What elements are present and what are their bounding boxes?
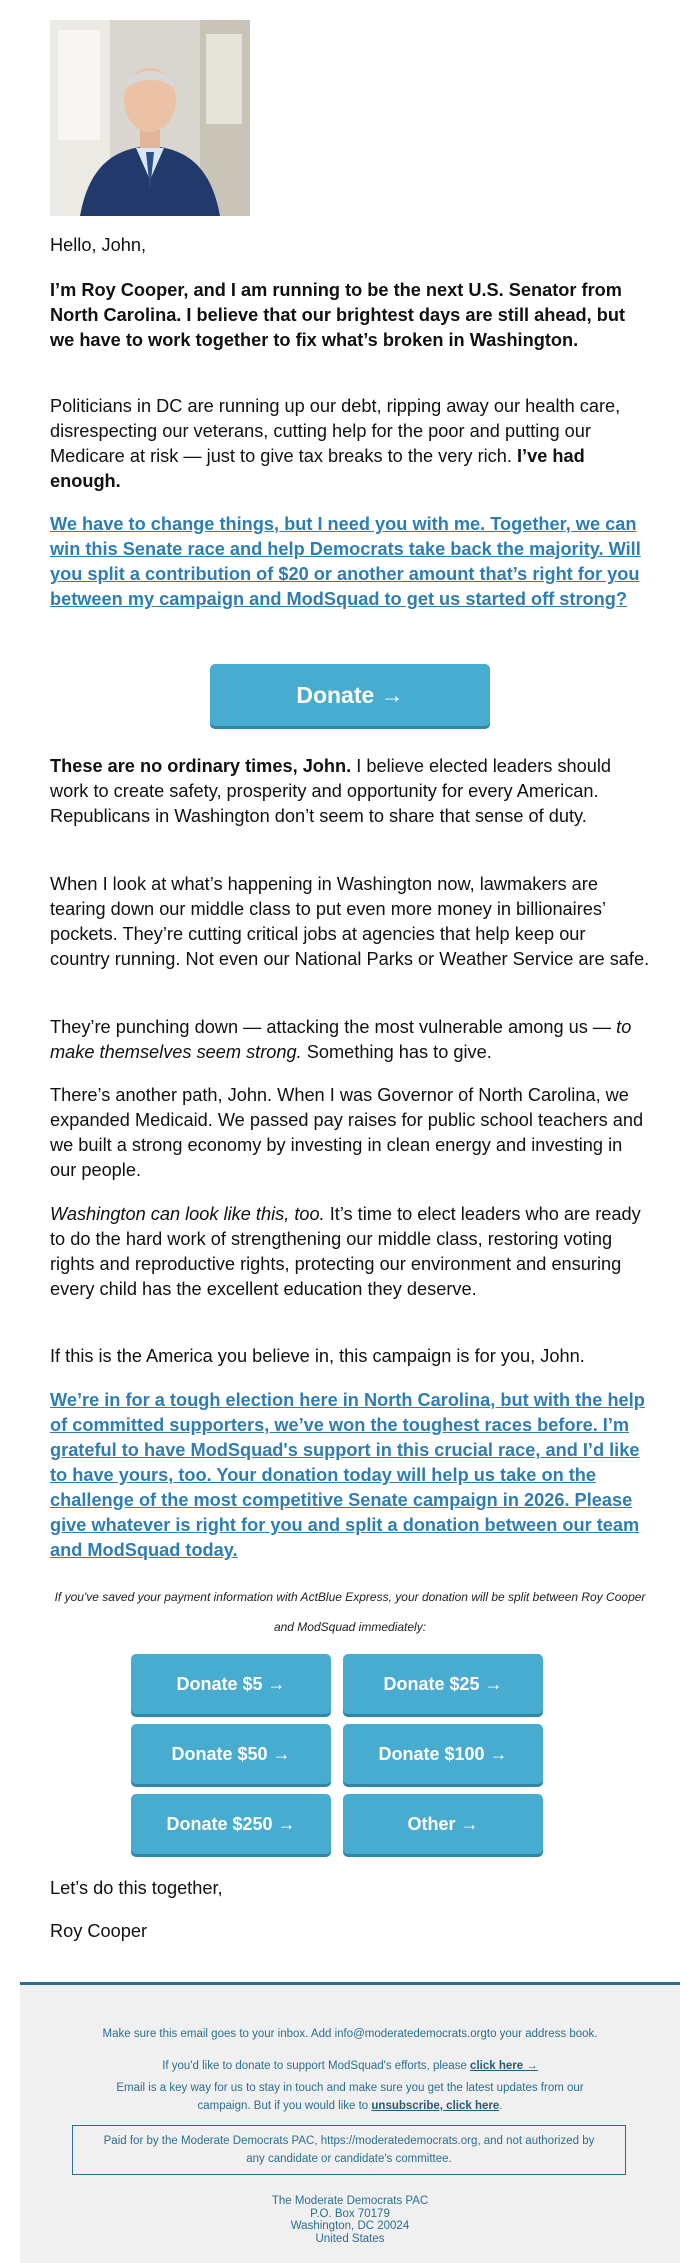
donate-other-button[interactable]: Other → bbox=[343, 1794, 543, 1854]
footer-address-line-1: The Moderate Democrats PAC bbox=[271, 2195, 429, 2207]
greeting: Hello, John, bbox=[50, 235, 147, 255]
donate-ask-link-1-text[interactable]: We have to change things, but I need you with me. Together, we can win this Senate race and help Democrats take back the majority. Will you split a contribution of $20 or another amount that’s right for you between my campaign and ModSquad to get us started off strong? bbox=[50, 514, 641, 609]
candidate-photo bbox=[50, 20, 250, 216]
paragraph-look-like-this-text: It’s time to elect leaders who are ready to do the hard work of strengthening our middle class, restoring voting rights and reproductive rights, protecting our environment and ensuring every child has the excellent education they deserve. bbox=[50, 1204, 641, 1299]
footer-address-line-2: P.O. Box 70179 bbox=[310, 2207, 390, 2220]
paragraph-politicians-text: Politicians in DC are running up our debt, ripping away our health care, disrespecting our veterans, cutting help for the poor and putting our Medicare at risk — just to give tax breaks to the very rich. bbox=[50, 396, 621, 466]
footer-stay-text: Email is a key way for us to stay in touch and make sure you get the latest updates from our campaign. But if you would like to bbox=[116, 2082, 584, 2112]
paragraph-look-like-this bbox=[50, 1202, 650, 1302]
paid-for-disclaimer: Paid for by the Moderate Democrats PAC, https://moderatedemocrats.org, and not authorized by any candidate or candidate's committee. bbox=[72, 2125, 626, 2175]
donate-ask-link-2-text[interactable]: We’re in for a tough election here in North Carolina, but with the help of committed supporters, we’ve won the toughest races before. I’m grateful to have ModSquad's support in this crucial race, and I’d like to have yours, too. Your donation today will help us take on the challenge of the most competitive Senate campaign in 2026. Please give whatever is right for you and split a donation between our team and ModSquad today. bbox=[50, 1390, 645, 1560]
donate-100-button[interactable]: Donate $100 → bbox=[343, 1724, 543, 1784]
actblue-note: If you've saved your payment information with ActBlue Express, your donation will be split between Roy Cooper and ModSquad immediately: bbox=[54, 1590, 646, 1634]
paragraph-ordinary-times-bold: These are no ordinary times, John. bbox=[50, 756, 352, 776]
donate-250-button[interactable]: Donate $250 → bbox=[131, 1794, 331, 1854]
donate-ask-link-1[interactable] bbox=[50, 512, 650, 612]
paragraph-another-path: There’s another path, John. When I was Governor of North Carolina, we expanded Medicaid. We passed pay raises for public school teachers and we built a strong economy by investing in clean energy and investing in our people. bbox=[50, 1085, 644, 1180]
donate-25-button[interactable]: Donate $25 → bbox=[343, 1654, 543, 1714]
paragraph-punching-down bbox=[50, 1015, 650, 1065]
paragraph-ordinary-times-text: I believe elected leaders should work to create safety, prosperity and opportunity for every American. Republicans in Washington don’t seem to share that sense of duty. bbox=[50, 756, 612, 826]
closing-line: Let’s do this together, bbox=[50, 1878, 223, 1898]
footer-support bbox=[20, 2057, 680, 2075]
paragraph-look-like-this-italic: Washington can look like this, too. bbox=[50, 1204, 325, 1224]
intro-paragraph: I’m Roy Cooper, and I am running to be the next U.S. Senator from North Carolina. I believe that our brightest days are still ahead, but we have to work together to fix what’s broken in Washington. bbox=[50, 280, 626, 350]
email-footer bbox=[20, 1982, 680, 2263]
donate-main-button[interactable]: Donate → bbox=[210, 664, 490, 726]
paragraph-ordinary-times bbox=[50, 754, 650, 829]
footer-inbox-note: Make sure this email goes to your inbox. Add info@moderatedemocrats.orgto your address book. bbox=[102, 2028, 598, 2040]
footer-address-line-4: United States bbox=[315, 2232, 385, 2245]
paragraph-washington: When I look at what’s happening in Washington now, lawmakers are tearing down our middle class to put even more money in billionaires’ pockets. They’re cutting critical jobs at agencies that help keep our country running. Not even our National Parks or Weather Service are safe. bbox=[50, 874, 650, 969]
paragraph-politicians-bold: I’ve had enough. bbox=[50, 446, 585, 491]
paragraph-punching-down-a: They’re punching down — attacking the most vulnerable among us — bbox=[50, 1017, 617, 1037]
footer-stay-in-touch bbox=[20, 2079, 680, 2115]
paragraph-campaign-for-you: If this is the America you believe in, this campaign is for you, John. bbox=[50, 1346, 585, 1366]
footer-support-link[interactable]: click here → bbox=[470, 2060, 538, 2072]
donate-ask-link-2[interactable] bbox=[50, 1388, 650, 1563]
paragraph-punching-down-italic: to make themselves seem strong. bbox=[50, 1017, 632, 1062]
footer-address bbox=[20, 2195, 680, 2245]
footer-stay-end: . bbox=[499, 2100, 503, 2112]
paragraph-punching-down-b: Something has to give. bbox=[301, 1042, 492, 1062]
footer-support-text: If you'd like to donate to support ModSquad's efforts, please bbox=[162, 2060, 471, 2072]
signature: Roy Cooper bbox=[50, 1921, 148, 1941]
footer-address-line-3: Washington, DC 20024 bbox=[290, 2220, 410, 2232]
paragraph-politicians bbox=[50, 394, 650, 494]
donate-5-button[interactable]: Donate $5 → bbox=[131, 1654, 331, 1714]
donate-50-button[interactable]: Donate $50 → bbox=[131, 1724, 331, 1784]
footer-unsubscribe-link[interactable]: unsubscribe, click here bbox=[371, 2100, 500, 2112]
